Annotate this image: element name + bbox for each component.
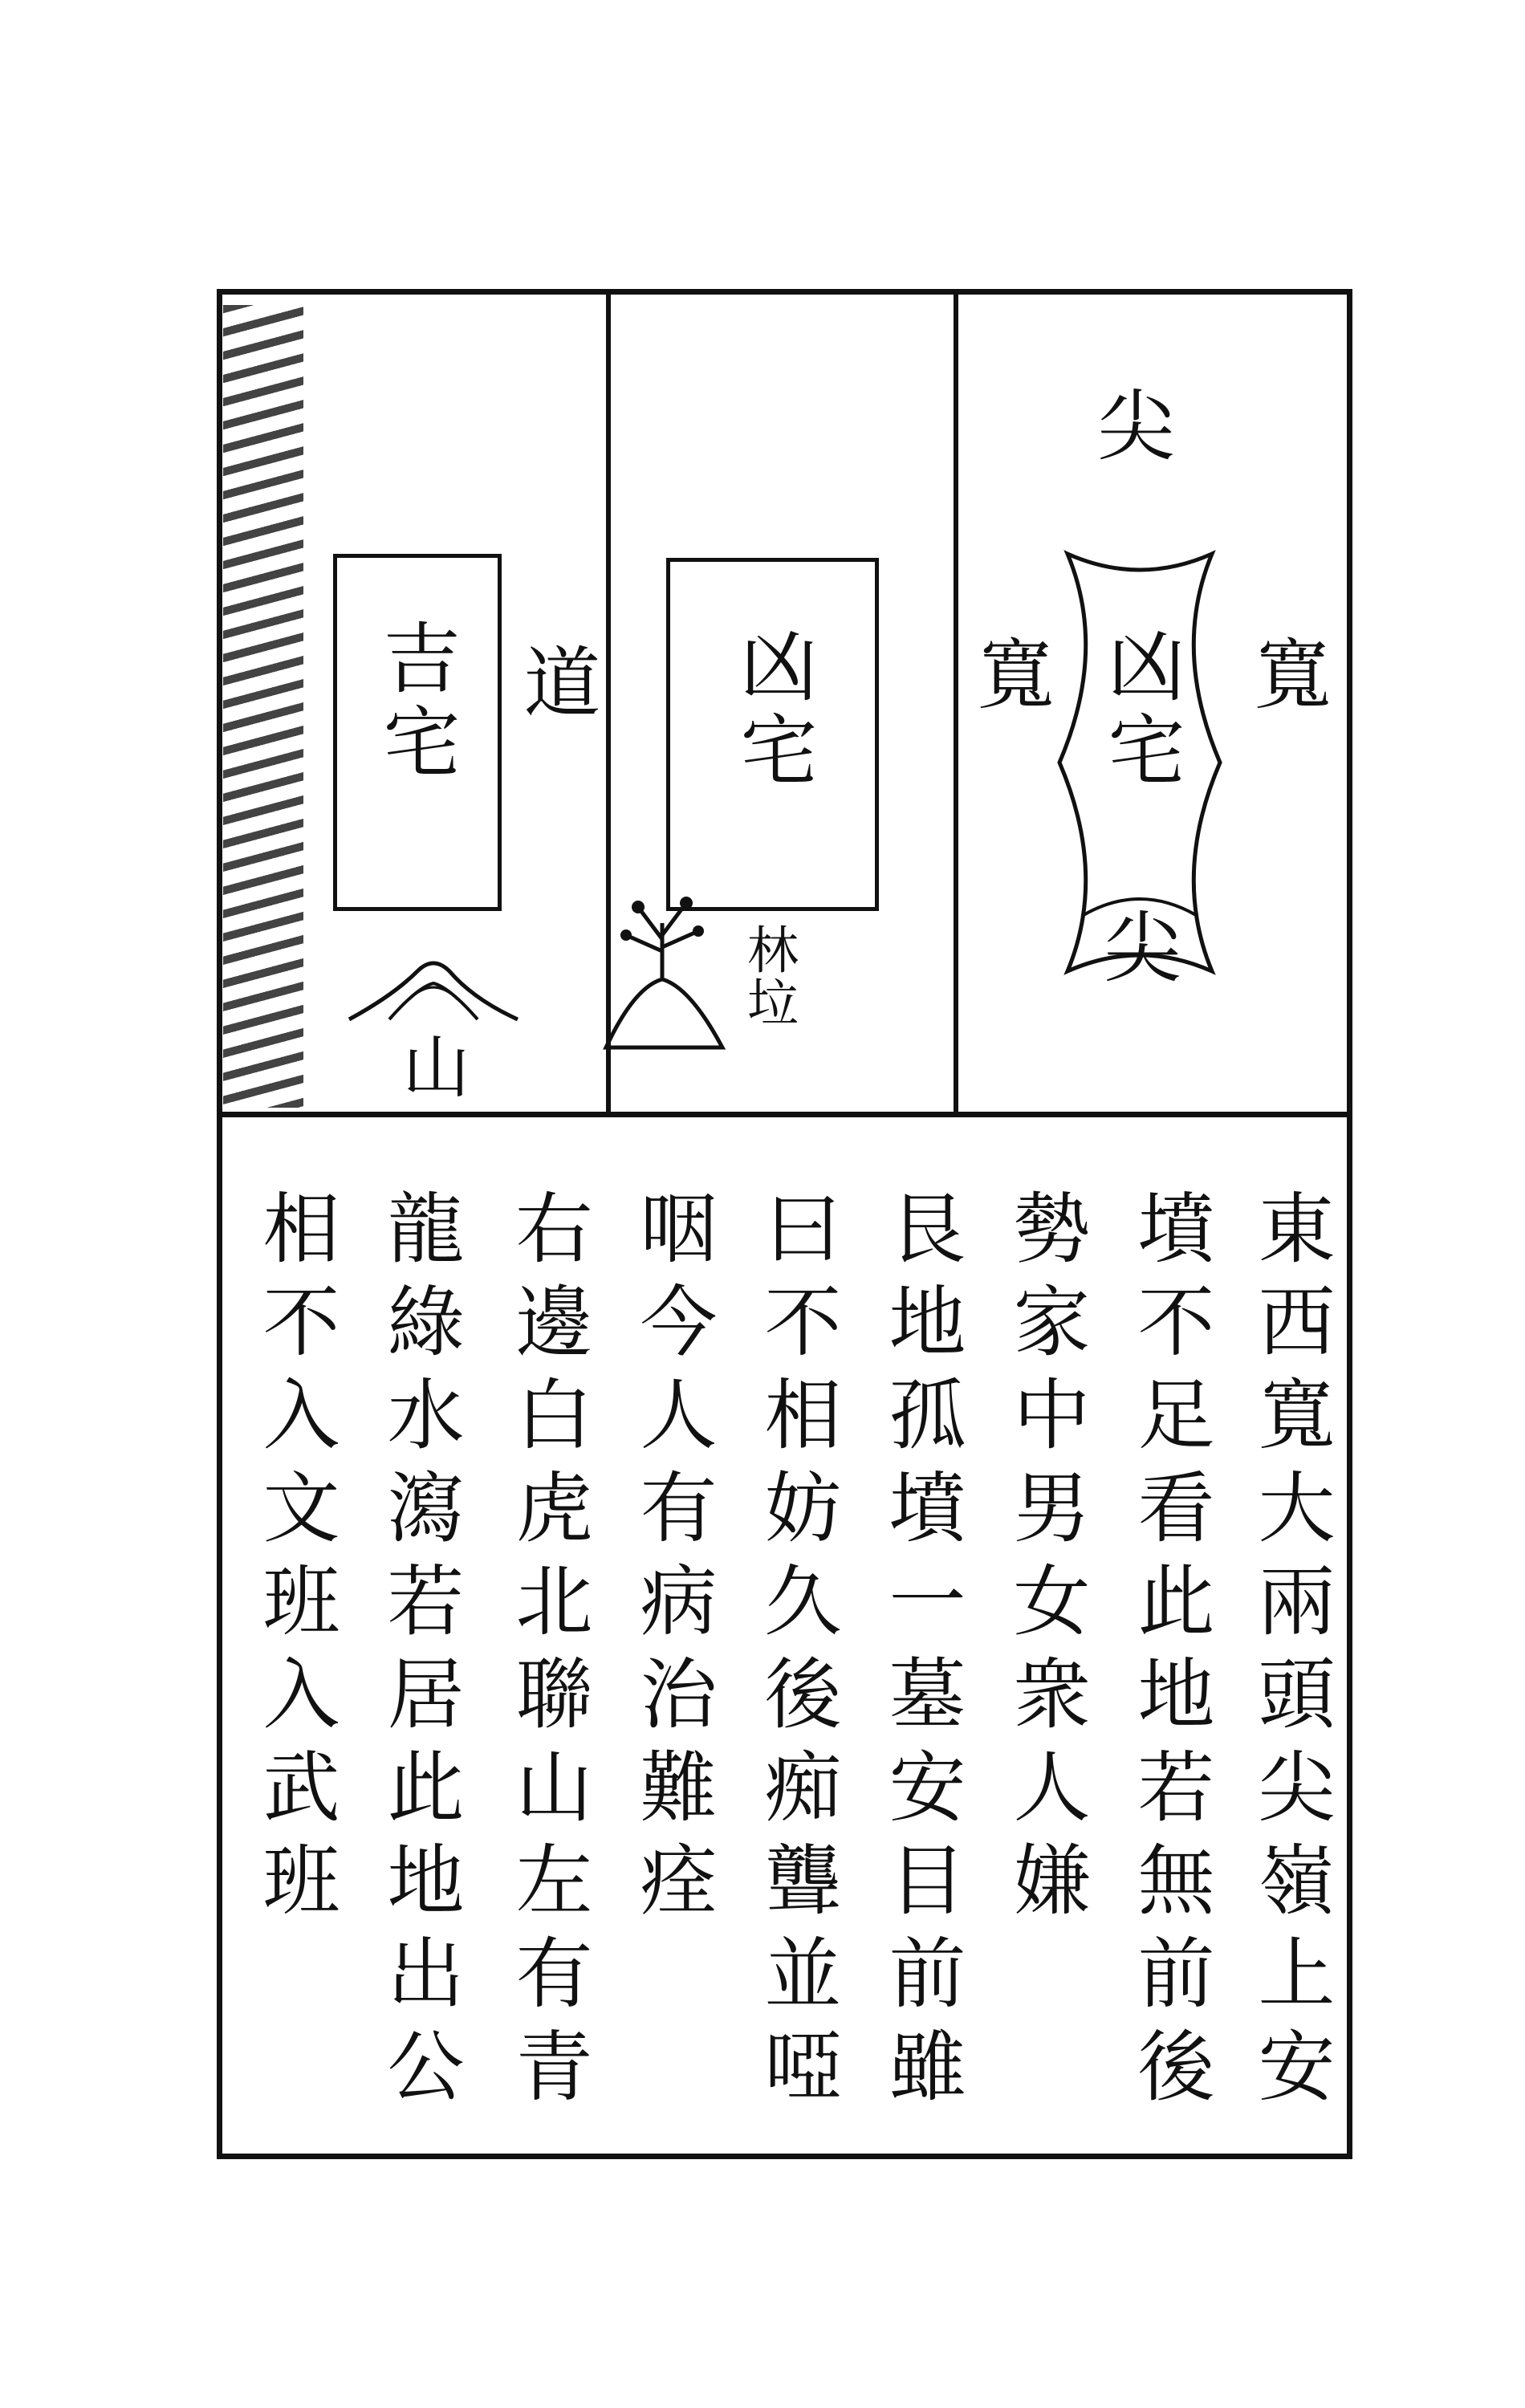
text-column-5: 曰不相妨久後痴聾並啞: [752, 1188, 842, 2119]
label-wide-left: 寬: [965, 634, 1055, 718]
panel-divider-right: [954, 289, 958, 1112]
road-label: 道: [511, 642, 601, 726]
text-column-2: 墳不足看此地若無前後: [1125, 1188, 1215, 2119]
label-wide-right: 寬: [1242, 634, 1332, 718]
panel-divider-horizontal: [217, 1112, 1352, 1117]
text-column-7: 右邊白虎北聯山左有青: [503, 1188, 593, 2119]
tree-label: 林垃: [738, 923, 798, 1029]
text-column-3: 勢家中男女衆人嫌: [1001, 1188, 1091, 1933]
house-label-auspicious: 吉宅: [371, 618, 461, 785]
mountain-illustration: [345, 939, 522, 1027]
tree-mound-illustration: [602, 891, 738, 1051]
book-spine-edge: [223, 305, 303, 1108]
label-center-house: 凶宅: [1096, 626, 1185, 793]
text-column-1: 東西寬大兩頭尖嶺上安: [1246, 1188, 1336, 2119]
label-top-pointed: 尖: [1085, 385, 1175, 469]
label-bottom-pointed: 尖: [1092, 907, 1181, 990]
house-label-ill-omen: 凶宅: [728, 626, 818, 793]
text-column-6: 咽今人有病治難痊: [628, 1188, 718, 1933]
text-column-8: 龍綠水瀉若居此地出公: [375, 1188, 465, 2119]
text-column-4: 艮地孤墳一墓安目前雖: [876, 1188, 966, 2119]
text-column-9: 相不入文班入武班: [250, 1188, 340, 1933]
mountain-label: 山: [392, 1031, 470, 1105]
